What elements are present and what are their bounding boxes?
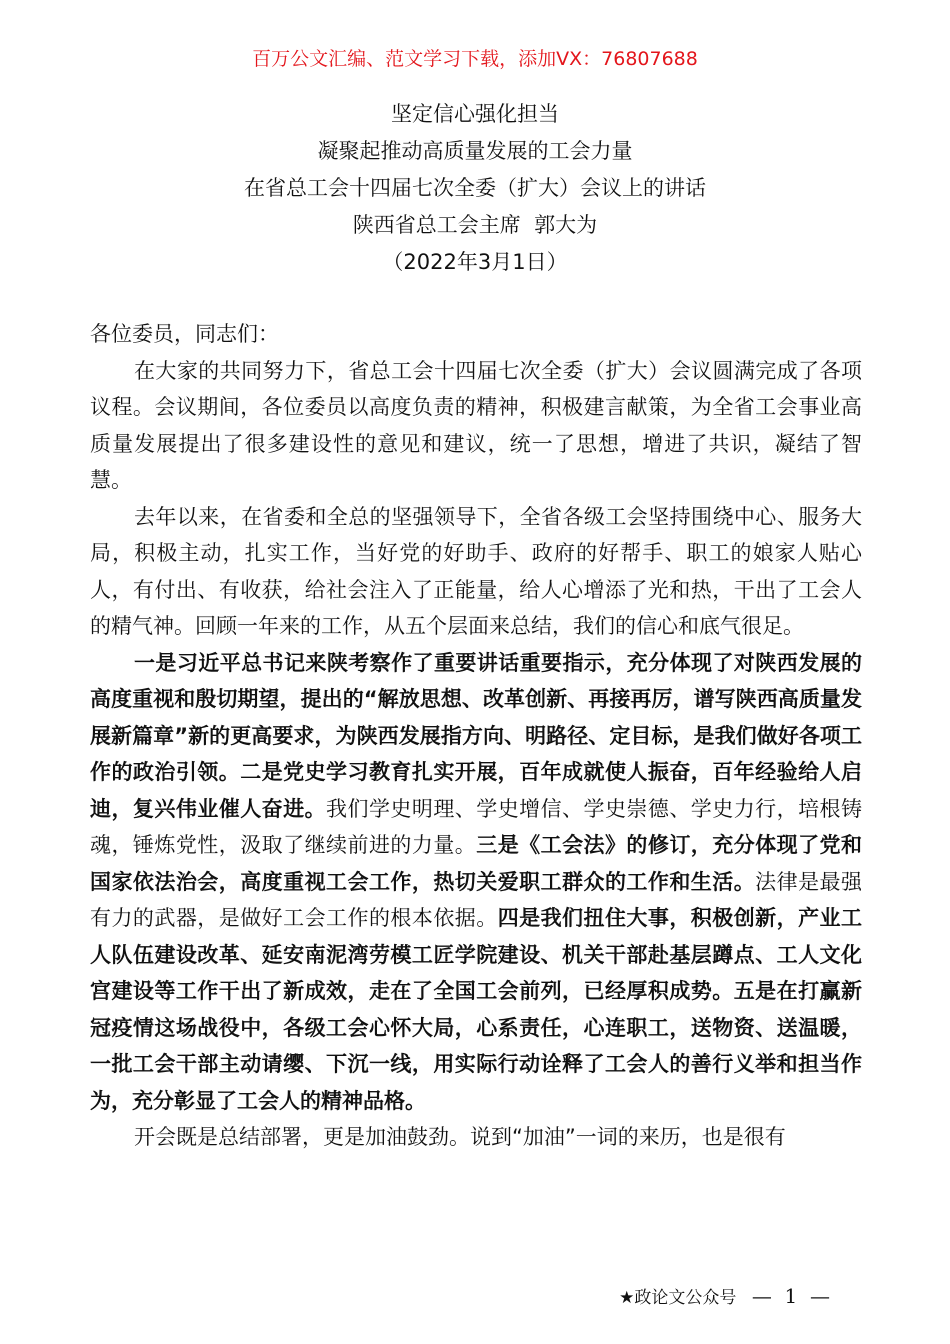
speech-title-block — [0, 96, 950, 281]
paragraph-3-text-a: 我们学史明理、学史增信、学史崇德、学史力行，培根铸魂，锤炼党性，汲取了继续前进的力量。 — [90, 796, 863, 857]
page-number-value: 1 — [784, 1284, 798, 1308]
title-line-speaker: 陕西省总工会主席 郭大为 — [352, 213, 598, 237]
paragraph-3-text-b: 法律是最强有力的武器，是做好工会工作的根本依据。 — [90, 869, 863, 930]
page-number — [752, 1284, 830, 1308]
paragraph-4: 开会既是总结部署，更是加油鼓劲。说到“加油”一词的来历，也是很有 — [134, 1125, 786, 1149]
title-line-main: 坚定信心强化担当 — [391, 102, 559, 126]
paragraph-3-bold-point-3: 三是《工会法》的修订，充分体现了党和国家依法治会，高度重视工会工作，热切关爱职工群众的工作和生活。 — [90, 833, 863, 894]
paragraph-2: 去年以来，在省委和全总的坚强领导下，全省各级工会坚持围绕中心、服务大局，积极主动，扎实工作，当好党的好助手、政府的好帮手、职工的娘家人贴心人，有付出、有收获，给社会注入了正能量，给人心增添了光和热，干出了工会人的精气神。回顾一年来的工作，从五个层面来总结，我们的信心和底气很足。 — [90, 504, 862, 638]
title-line-subtitle: 凝聚起推动高质量发展的工会力量 — [317, 139, 633, 163]
paragraph-3-bold-points-4-5: 四是我们扭住大事，积极创新，产业工人队伍建设改革、延安南泥湾劳模工匠学院建设、机关干部赴基层蹲点、工人文化宫建设等工作干出了新成效，走在了全国工会前列，已经厚积成势。五是在打赢新冠疫情这场战役中，各级工会心怀大局，心系责任，心连职工，送物资、送温暖，一批工会干部主动请缨、下沉一线，用实际行动诠释了工会人的善行义举和担当作为，充分彰显了工会人的精神品格。 — [90, 906, 863, 1113]
page-number-dash-right: — — [810, 1284, 830, 1308]
footer-source: ★政论文公众号 — [619, 1288, 737, 1308]
watermark-banner: 百万公文汇编、范文学习下载，添加VX：76807688 — [252, 48, 698, 70]
paragraph-3 — [90, 645, 862, 1120]
title-line-date: （2022年3月1日） — [382, 250, 568, 274]
title-line-occasion: 在省总工会十四届七次全委（扩大）会议上的讲话 — [244, 176, 706, 200]
paragraph-3-bold-points-1-2: 一是习近平总书记来陕考察作了重要讲话重要指示，充分体现了对陕西发展的高度重视和殷切期望，提出的“解放思想、改革创新、再接再厉，谱写陕西高质量发展新篇章”新的更高要求，为陕西发展指方向、明路径、定目标，是我们做好各项工作的政治引领。二是党史学习教育扎实开展，百年成就使人振奋，百年经验给人启迪，复兴伟业催人奋进。 — [90, 650, 862, 821]
page-number-dash-left: — — [751, 1284, 772, 1308]
salutation: 各位委员，同志们： — [90, 322, 279, 346]
paragraph-1: 在大家的共同努力下，省总工会十四届七次全委（扩大）会议圆满完成了各项议程。会议期间，各位委员以高度负责的精神，积极建言献策，为全省工会事业高质量发展提出了很多建设性的意见和建议，统一了思想，增进了共识，凝结了智慧。 — [90, 358, 862, 492]
page-footer — [619, 1283, 840, 1311]
speech-body — [90, 316, 862, 1156]
